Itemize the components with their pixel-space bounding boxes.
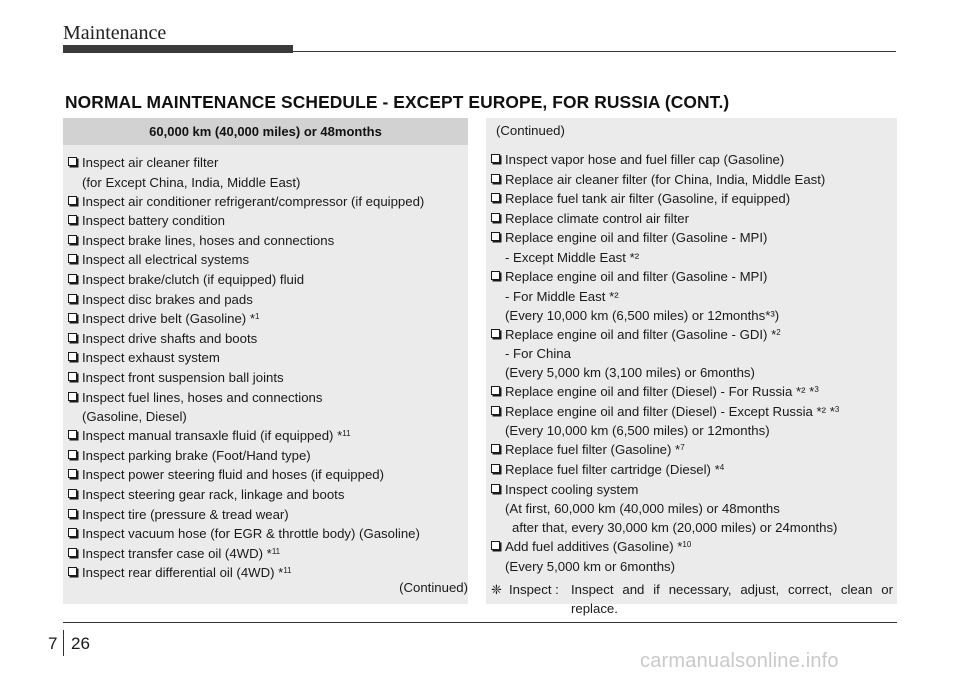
checklist-item-text: Inspect vapor hose and fuel filler cap (Gasoline) [505, 152, 785, 167]
checklist-item-text: Replace engine oil and filter (Diesel) - Except Russia *² * [505, 403, 835, 419]
checklist-item-text: Replace fuel filter (Gasoline) * [505, 442, 681, 458]
continued-label: (Continued) [496, 123, 565, 138]
footnote-ref: 3 [814, 385, 819, 395]
checklist-item [486, 228, 897, 247]
checklist-item [486, 189, 897, 208]
checkbox-icon [68, 469, 77, 478]
checklist-item-detail: - For China [505, 346, 571, 362]
checkbox-icon [491, 484, 500, 493]
checklist-item [63, 524, 468, 543]
checklist-item-text: Inspect steering gear rack, linkage and boots [82, 486, 345, 502]
interval-header: 60,000 km (40,000 miles) or 48months [63, 118, 468, 145]
footnote-ref: 10 [682, 540, 692, 550]
inspect-note [491, 580, 893, 618]
section-title: Maintenance [63, 22, 167, 44]
checklist-item [63, 544, 468, 563]
continued-label: (Continued) [399, 580, 468, 595]
checklist-item [486, 325, 897, 344]
checkbox-icon [68, 489, 77, 498]
footnote-ref: 11 [283, 566, 292, 576]
checklist-item-text: Inspect cooling system [505, 481, 639, 497]
checklist-item [63, 388, 468, 407]
checklist-item [486, 382, 897, 401]
footer-divider [63, 630, 64, 656]
checklist-item [63, 485, 468, 504]
checklist-item [63, 270, 468, 289]
checklist-item-detail: (Every 5,000 km (3,100 miles) or 6months) [505, 365, 755, 381]
checkbox-icon [68, 392, 77, 401]
checklist-item-text: Inspect transfer case oil (4WD) * [82, 545, 272, 561]
checklist-item-text: Inspect manual transaxle fluid (if equipped) * [82, 428, 343, 444]
checkbox-icon [491, 444, 500, 453]
checklist-item [486, 267, 897, 286]
page-number: 26 [71, 634, 90, 653]
checklist-item-text: Inspect power steering fluid and hoses (if equipped) [82, 467, 385, 483]
checklist-item [63, 426, 468, 445]
checkbox-icon [491, 386, 500, 395]
checklist-item-text: Inspect rear differential oil (4WD) * [82, 565, 284, 581]
checkbox-icon [491, 193, 500, 202]
note-key: Inspect : [509, 582, 559, 597]
checklist-item-text: Inspect vacuum hose (for EGR & throttle body) (Gasoline) [82, 526, 420, 542]
checklist-item-text: Replace engine oil and filter (Gasoline - MPI) [505, 230, 768, 246]
checkbox-icon [491, 174, 500, 183]
checkbox-icon [68, 196, 77, 205]
checklist-item-text: Inspect air conditioner refrigerant/compressor (if equipped) [82, 193, 425, 209]
checklist-item [486, 402, 897, 421]
checklist-item-detail: after that, every 30,000 km (20,000 miles) or 24months) [512, 520, 838, 536]
footnote-ref: 11 [271, 546, 281, 556]
checklist-item-text: Inspect disc brakes and pads [82, 291, 253, 307]
header-bar [63, 45, 293, 53]
note-symbol: ❈ [491, 582, 503, 597]
checklist-item-text: Replace engine oil and filter (Gasoline - GDI) * [505, 326, 777, 342]
checkbox-icon [68, 254, 77, 263]
watermark: carmanualsonline.info [640, 650, 839, 672]
checklist-item-text: Inspect air cleaner filter [82, 155, 219, 170]
checklist-item [63, 505, 468, 524]
footnote-ref: 1 [254, 312, 260, 322]
checkbox-icon [491, 213, 500, 222]
checklist-item [63, 250, 468, 269]
checkbox-icon [68, 450, 77, 459]
left-column [63, 118, 468, 604]
checklist-item-text: Inspect tire (pressure & tread wear) [82, 506, 289, 522]
left-checklist [63, 153, 468, 583]
checkbox-icon [68, 215, 77, 224]
checklist-item-text: Inspect all electrical systems [82, 252, 250, 268]
checkbox-icon [491, 271, 500, 280]
checklist-item [486, 480, 897, 499]
footer-rule [63, 622, 897, 623]
checkbox-icon [491, 406, 500, 415]
checklist-item-detail: (for Except China, India, Middle East) [82, 174, 301, 190]
checklist-item [63, 211, 468, 230]
checklist-item-text: Replace engine oil and filter (Diesel) - For Russia *² * [505, 384, 815, 400]
checklist-item [63, 368, 468, 387]
checkbox-icon [68, 567, 77, 576]
checklist-item-text: Inspect drive shafts and boots [82, 330, 258, 346]
checklist-item [486, 209, 897, 228]
checklist-item-detail: - For Middle East *² [505, 288, 619, 304]
header-rule [293, 51, 896, 52]
footnote-ref: 2 [776, 327, 781, 337]
right-column [486, 118, 897, 616]
checklist-item-text: Replace climate control air filter [505, 210, 689, 226]
footnote-ref: 3 [834, 404, 840, 414]
checkbox-icon [68, 548, 77, 557]
checklist-item-detail: - Except Middle East *² [505, 249, 640, 265]
checklist-item-text: Add fuel additives (Gasoline) * [505, 539, 683, 555]
checkbox-icon [491, 329, 500, 338]
checkbox-icon [491, 154, 500, 163]
checklist-item-detail: (At first, 60,000 km (40,000 miles) or 48months [505, 501, 780, 517]
checkbox-icon [68, 333, 77, 342]
checklist-item [63, 309, 468, 328]
checklist-item-text: Inspect front suspension ball joints [82, 369, 284, 385]
checkbox-icon [68, 352, 77, 361]
checklist-item [63, 231, 468, 250]
checklist-item [63, 446, 468, 465]
checklist-item [63, 290, 468, 309]
checkbox-icon [491, 232, 500, 241]
checklist-item-text: Inspect battery condition [82, 213, 225, 229]
right-checklist [486, 150, 897, 576]
checkbox-icon [68, 430, 77, 439]
note-text: Inspect and if necessary, adjust, correct, clean or replace. [571, 582, 893, 616]
checklist-item-text: Inspect brake/clutch (if equipped) fluid [82, 271, 305, 287]
checkbox-icon [68, 313, 77, 322]
footnote-ref: 7 [680, 443, 685, 453]
checkbox-icon [68, 509, 77, 518]
checklist-item-detail: (Gasoline, Diesel) [82, 409, 187, 425]
checklist-item-text: Replace fuel filter cartridge (Diesel) * [505, 461, 720, 477]
checkbox-icon [68, 274, 77, 283]
checkbox-icon [68, 235, 77, 244]
page-heading: NORMAL MAINTENANCE SCHEDULE - EXCEPT EUROPE, FOR RUSSIA (CONT.) [65, 92, 730, 112]
checklist-item [486, 170, 897, 189]
checklist-item-text: Replace fuel tank air filter (Gasoline, if equipped) [505, 191, 791, 207]
footnote-ref: 11 [342, 429, 351, 439]
checklist-item-text: Inspect brake lines, hoses and connections [82, 232, 335, 248]
checklist-item-text: Inspect fuel lines, hoses and connections [82, 389, 323, 405]
checklist-item [63, 348, 468, 367]
checklist-item [486, 460, 897, 479]
checklist-item [63, 192, 468, 211]
checklist-item-text: Replace engine oil and filter (Gasoline - MPI) [505, 268, 768, 284]
checklist-item-text: Inspect drive belt (Gasoline) * [82, 311, 255, 327]
checklist-item-detail: (Every 10,000 km (6,500 miles) or 12months) [505, 423, 770, 439]
checklist-item [486, 537, 897, 556]
checklist-item-text: Inspect exhaust system [82, 350, 220, 366]
checklist-item-text: Replace air cleaner filter (for China, India, Middle East) [505, 171, 826, 187]
checkbox-icon [68, 157, 77, 166]
checklist-item [63, 153, 468, 172]
checklist-item-text: Inspect parking brake (Foot/Hand type) [82, 447, 311, 463]
checkbox-icon [68, 528, 77, 537]
checkbox-icon [491, 541, 500, 550]
checklist-item [63, 465, 468, 484]
checklist-item [486, 150, 897, 169]
checklist-item [63, 329, 468, 348]
checklist-item-detail: (Every 10,000 km (6,500 miles) or 12months*³) [505, 307, 780, 323]
checklist-item [486, 440, 897, 459]
checkbox-icon [68, 372, 77, 381]
checklist-item-detail: (Every 5,000 km or 6months) [505, 558, 676, 574]
footnote-ref: 4 [719, 462, 725, 472]
chapter-number: 7 [48, 634, 58, 653]
checkbox-icon [68, 294, 77, 303]
checkbox-icon [491, 464, 500, 473]
